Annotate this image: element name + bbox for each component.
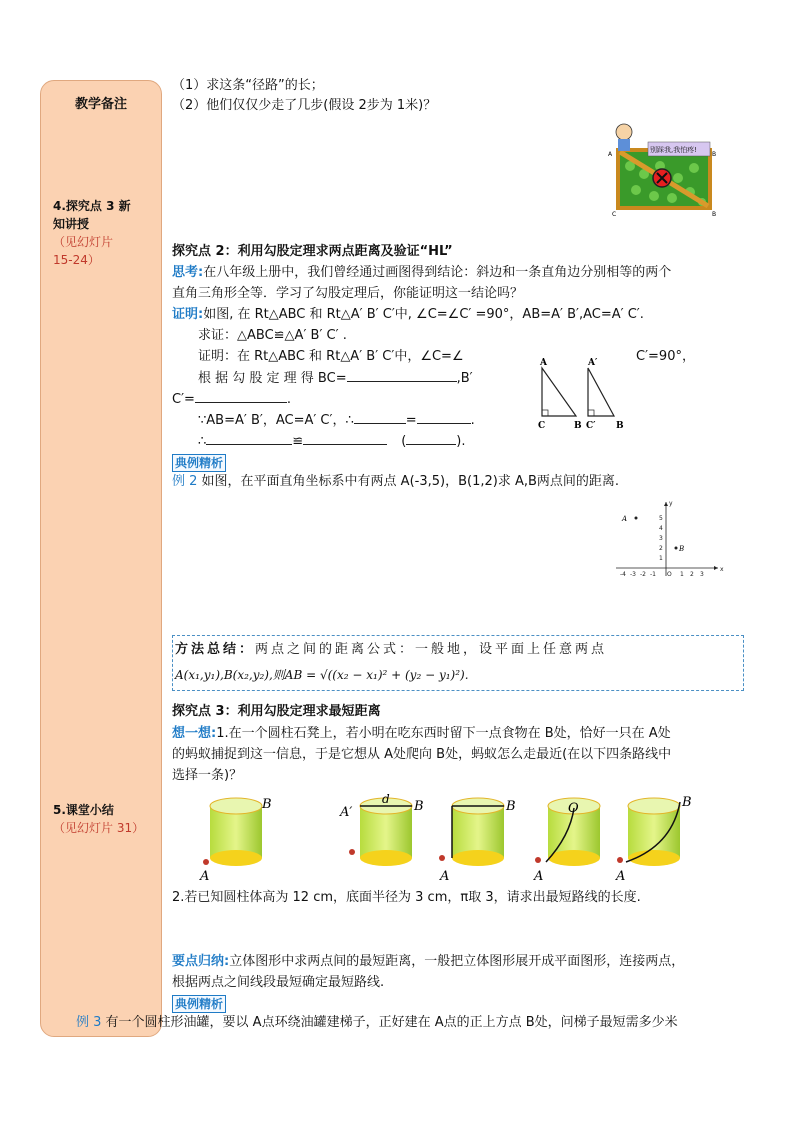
tri-label-a-prime: A′ — [588, 358, 598, 368]
origin-label: O — [667, 571, 672, 578]
y-tick: 5 — [659, 515, 663, 522]
y-axis-label: y — [669, 500, 673, 507]
example3-text: 有一个圆柱形油罐，要以 A点环绕油罐建梯子，正好建在 A点的正上方点 B处，问梯子最短需多少米 — [105, 1015, 678, 1030]
method-text: 两点之间的距离公式：一般地，设平面上任意两点 — [255, 642, 608, 657]
y-tick: 3 — [659, 535, 663, 542]
cyl1-label-a: A — [200, 869, 210, 884]
blank-eq-right — [417, 410, 471, 424]
y-tick: 1 — [659, 555, 663, 562]
cyl2-label-b: B — [414, 799, 424, 814]
method-line1 — [175, 640, 607, 660]
key-points-text1: 立体图形中求两点间的最短距离，一般把立体图形展开成平面图形，连接两点， — [229, 954, 685, 969]
sidebar-heading: 教学备注 — [74, 97, 127, 112]
x-tick: -2 — [640, 571, 646, 578]
method-label: 方法总结： — [175, 642, 256, 657]
proof-line4-text: 根 据 勾 股 定 理 得 BC= — [198, 371, 347, 386]
x-tick: -3 — [630, 571, 636, 578]
lawn-label-c: C — [612, 211, 617, 218]
tri-label-b-prime: B — [616, 421, 624, 431]
proof-label: 证明: — [172, 307, 204, 322]
cyl2-label-a-prime: A′ — [340, 805, 353, 820]
cylinder-5 — [615, 795, 692, 884]
proof-line7-open: ( — [401, 434, 407, 449]
coordinate-plane — [612, 498, 724, 580]
example2-tag-wrap — [172, 452, 226, 472]
example3-tag: 典例精析 — [172, 995, 226, 1013]
proof-line4 — [198, 368, 473, 389]
x-axis-label: x — [720, 566, 724, 573]
point2-think-line2: 直角三角形全等．学习了勾股定理后，你能证明这一结论吗？ — [172, 286, 524, 301]
think-label: 思考: — [172, 265, 204, 280]
point3-line1 — [172, 724, 671, 744]
cyl4-label-o: O — [568, 801, 579, 816]
think-line1: 在八年级上册中，我们曾经通过画图得到结论：斜边和一条直角边分别相等的两个 — [203, 265, 672, 280]
x-tick: 2 — [690, 571, 694, 578]
proof-line5-text: C′= — [172, 392, 195, 407]
item4-title-2: 知讲授 — [53, 217, 90, 231]
point2-proof-line1 — [172, 305, 644, 325]
key-points-line1 — [172, 952, 684, 972]
lawn-label-a: A — [608, 151, 613, 158]
key-points-label: 要点归纳: — [172, 954, 230, 969]
blank-bc — [347, 368, 457, 382]
cylinder-2 — [339, 792, 424, 866]
proof-line6-text: ∵AB=A′ B′，AC=A′ C′，∴ — [198, 413, 354, 428]
proof-line7-close: ). — [456, 434, 466, 449]
point3-question2: 2.若已知圆柱体高为 12 cm，底面半径为 3 cm，π取 3，请求出最短路线的长度. — [172, 890, 641, 905]
blank-reason — [406, 431, 456, 445]
teaching-notes-sidebar — [40, 80, 162, 1037]
proof-line7 — [198, 431, 465, 452]
tri-label-c-prime: C′ — [586, 421, 596, 431]
example2-text: 如图，在平面直角坐标系中有两点 A(-3,5)，B(1,2)求 A,B两点间的距离. — [201, 474, 620, 489]
proof-line2: 求证：△ABC≌△A′ B′ C′ . — [198, 328, 347, 343]
example2-line — [172, 472, 619, 492]
question-2: （2）他们仅仅少走了几步(假设 2步为 1米)？ — [172, 98, 437, 113]
point2-title: 探究点 2：利用勾股定理求两点距离及验证“HL” — [172, 244, 453, 259]
point-b — [675, 547, 678, 550]
cyl3-label-b: B — [506, 799, 516, 814]
blank-tri2 — [303, 431, 387, 445]
sidebar-item-4 — [53, 197, 153, 269]
x-tick: 1 — [680, 571, 684, 578]
point3-think-label: 想一想: — [172, 726, 217, 741]
point3-title: 探究点 3：利用勾股定理求最短距离 — [172, 704, 381, 719]
cyl5-label-b: B — [682, 795, 692, 810]
proof-line6: ∵AB=A′ B′，AC=A′ C′，∴ = . — [198, 410, 475, 431]
x-tick: -1 — [650, 571, 656, 578]
lawn-label-b-top: B — [712, 151, 717, 158]
sidebar-item-5 — [53, 801, 153, 837]
proof-line7-cong: ≌ — [292, 434, 304, 449]
example3-line — [76, 1013, 678, 1033]
example3-label: 例 3 — [76, 1015, 102, 1030]
proof-line4-tail: ,B′ — [456, 371, 473, 386]
cyl1-label-b: B — [262, 797, 272, 812]
item4-ref-2: 15-24） — [53, 253, 100, 267]
point-b-label: B — [679, 545, 685, 553]
cyl2-label-d: d — [382, 792, 390, 806]
method-summary-box — [172, 635, 744, 691]
x-tick: -4 — [620, 571, 626, 578]
point3-line3: 选择一条)？ — [172, 768, 243, 783]
point-a — [635, 517, 638, 520]
cyl3-label-a: A — [440, 869, 450, 884]
item4-title-1: 4.探究点 3 新 — [53, 199, 131, 213]
cylinder-routes-figure — [196, 792, 706, 884]
point3-line1-text: 1.在一个圆柱石凳上，若小明在吃东西时留下一点食物在 B处，恰好一只在 A处 — [216, 726, 671, 741]
proof-line5: C′= . — [172, 389, 291, 410]
question-1: （1）求这条“径路”的长； — [172, 78, 324, 93]
cylinder-3 — [439, 798, 516, 884]
cyl4-label-a: A — [534, 869, 544, 884]
right-triangles-figure — [534, 354, 634, 432]
x-tick: 3 — [700, 571, 704, 578]
y-tick: 4 — [659, 525, 663, 532]
y-tick: 2 — [659, 545, 663, 552]
lawn-label-b: B — [712, 211, 717, 218]
item4-ref-1: （见幻灯片 — [53, 235, 114, 249]
distance-formula: A(x₁,y₁),B(x₂,y₂),则AB = √((x₂ − x₁)² + (y₂ − y₁)²). — [175, 668, 469, 682]
tri-label-b: B — [574, 421, 582, 431]
key-points-line2: 根据两点之间线段最短确定最短路线. — [172, 975, 385, 990]
blank-eq-left — [354, 410, 406, 424]
tri-label-a: A — [540, 358, 547, 368]
point3-line2: 的蚂蚁捕捉到这一信息，于是它想从 A处爬向 B处，蚂蚁怎么走最近(在以下四条路线中 — [172, 747, 672, 762]
point-a-label: A — [622, 515, 628, 523]
item5-title: 5.课堂小结 — [53, 803, 114, 817]
cylinder-4 — [533, 798, 600, 884]
proof-line1-text: 如图, 在 Rt△ABC 和 Rt△A′ B′ C′中, ∠C=∠C′ =90°，AB=A′ B′,AC=A′ C′. — [203, 307, 644, 322]
item5-ref: （见幻灯片 31） — [53, 821, 145, 835]
example2-tag: 典例精析 — [172, 454, 226, 472]
proof-line3b: C′=90°， — [636, 349, 695, 364]
cylinder-1 — [199, 797, 272, 884]
proof-line3a: 证明：在 Rt△ABC 和 Rt△A′ B′ C′中，∠C=∠ — [198, 349, 464, 364]
example2-label: 例 2 — [172, 474, 198, 489]
cyl5-label-a: A — [616, 869, 626, 884]
lawn-illustration — [608, 118, 720, 220]
proof-line7-therefore: ∴ — [198, 434, 207, 449]
blank-tri1 — [206, 431, 292, 445]
tri-label-c: C — [538, 421, 546, 431]
sign-text: 别踩我,我怕疼! — [650, 146, 698, 154]
proof-line6-eq: = — [405, 413, 417, 428]
point2-think — [172, 263, 671, 283]
example3-tag-wrap — [172, 993, 226, 1013]
blank-b2c2 — [195, 389, 287, 403]
